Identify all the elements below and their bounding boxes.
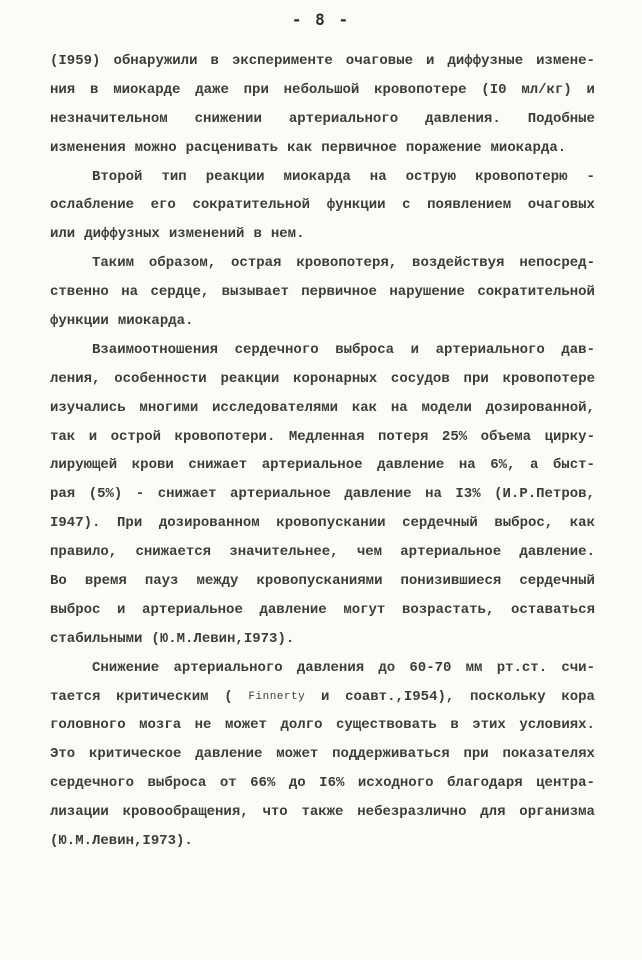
text-line: ственно на сердце, вызывает первичное нарушение сократительной: [50, 284, 595, 301]
text-line: головного мозга не может долго существовать в этих условиях.: [50, 717, 595, 734]
text-line: Снижение артериального давления до 60-70 мм рт.ст. счи-: [92, 659, 595, 676]
paragraph: [50, 249, 595, 336]
text-line: I947). При дозированном кровопускании сердечный выброс, как: [50, 515, 595, 532]
text-line: незначительном снижении артериального давления. Подобные: [50, 110, 595, 127]
text-line: сердечного выброса от 66% до I6% исходного благодаря центра-: [50, 775, 595, 792]
text-line: выброс и артериальное давление могут возрастать, оставаться: [50, 601, 595, 618]
text-line: Второй тип реакции миокарда на острую кровопотерю -: [92, 168, 595, 185]
text-line: Это критическое давление может поддерживаться при показателях: [50, 746, 595, 763]
body-text: [50, 47, 595, 856]
text-line: ления, особенности реакции коронарных сосудов при кровопотере: [50, 370, 595, 387]
text-line: ослабление его сократительной функции с появлением очаговых: [50, 197, 595, 214]
text-line: стабильными (Ю.М.Левин,I973).: [50, 630, 295, 647]
text-line: изменения можно расценивать как первичное поражение миокарда.: [50, 139, 567, 156]
text-line: лирующей крови снижает артериальное давление на 6%, а быст-: [50, 457, 595, 474]
text-line: Таким образом, острая кровопотеря, воздействуя непосред-: [92, 255, 595, 272]
text-line: изучались многими исследователями как на модели дозированной,: [50, 399, 595, 416]
text-line: (I959) обнаружили в эксперименте очаговые и диффузные измене-: [50, 53, 595, 69]
text-line: (Ю.М.Левин,I973).: [50, 833, 193, 850]
paragraph: [50, 654, 595, 856]
paragraph: [50, 336, 595, 654]
text-line: функции миокарда.: [50, 313, 194, 330]
text-line: лизации кровообращения, что также небезразлично для организма: [50, 804, 595, 821]
text-line: тается критическим ( Finnerty и соавт.,I954), поскольку кора: [50, 688, 595, 705]
paragraph: [50, 163, 595, 250]
text-line: или диффузных изменений в нем.: [50, 226, 305, 243]
text-line: Взаимоотношения сердечного выброса и артериального дав-: [92, 341, 595, 358]
text-line: ния в миокарде даже при небольшой кровопотере (I0 мл/кг) и: [50, 81, 595, 98]
text-line: Во время пауз между кровопусканиями понизившиеся сердечный: [50, 573, 595, 590]
text-line: так и острой кровопотери. Медленная потеря 25% объема цирку-: [50, 428, 595, 445]
text-line: правило, снижается значительнее, чем артериальное давление.: [50, 544, 595, 561]
text-line: рая (5%) - снижает артериальное давление на I3% (И.Р.Петров,: [50, 486, 595, 503]
paragraph: [50, 47, 595, 163]
page-number: - 8 -: [291, 10, 351, 29]
